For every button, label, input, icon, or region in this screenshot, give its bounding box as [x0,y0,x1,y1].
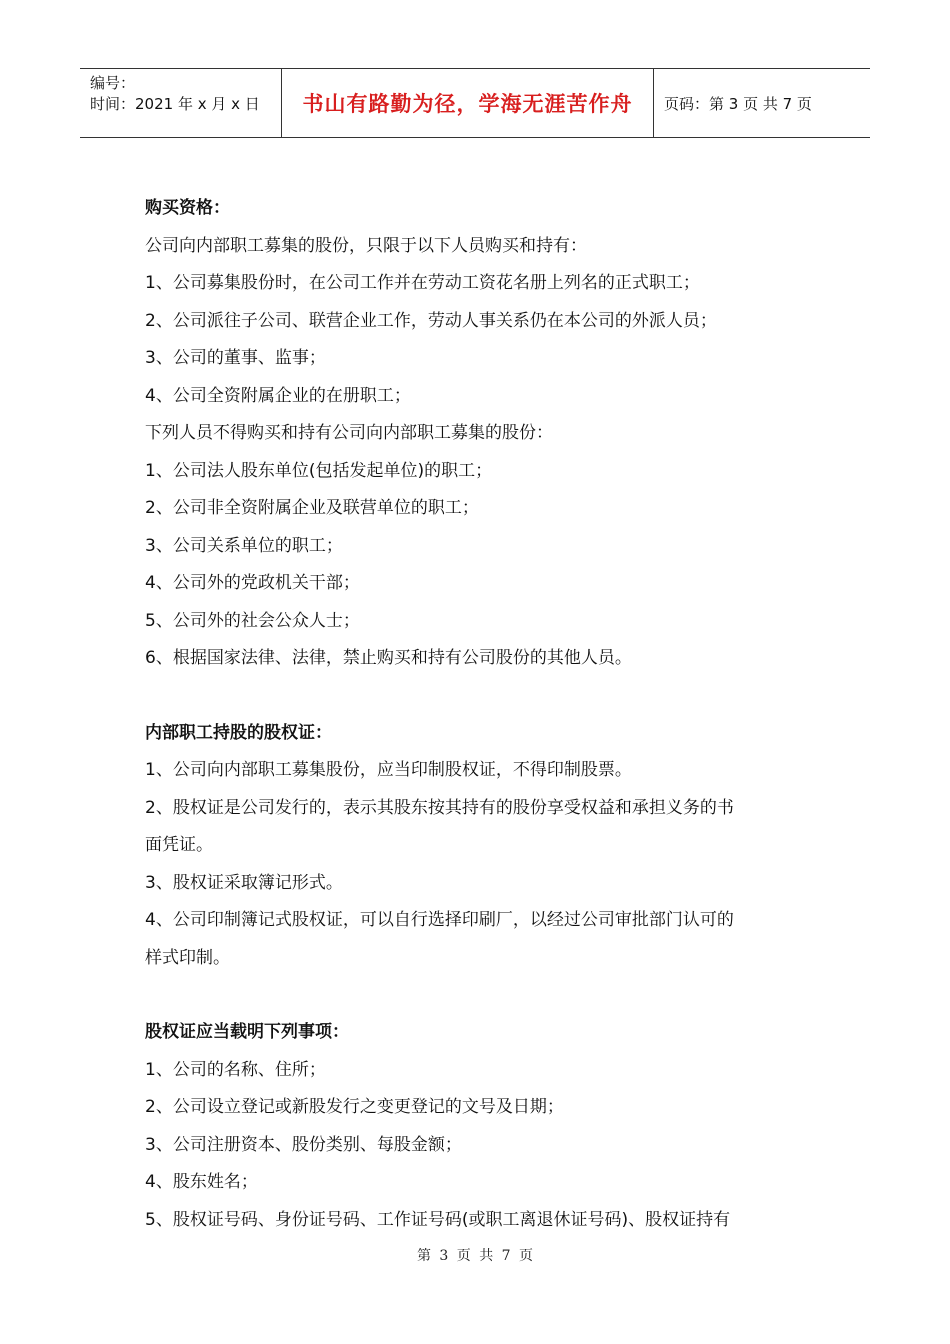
page-header [80,68,870,138]
list-item: 2、公司派往子公司、联营企业工作，劳动人事关系仍在本公司的外派人员； [145,310,717,331]
list-item: 3、公司关系单位的职工； [145,535,343,556]
list-item: 6、根据国家法律、法律，禁止购买和持有公司股份的其他人员。 [145,648,632,668]
list-item-continuation: 样式印制。 [145,947,230,968]
list-item: 4、公司全资附属企业的在册职工； [145,385,411,406]
document-number-label: 编号： [90,74,136,92]
list-item: 4、公司外的党政机关干部； [145,573,360,593]
section-title-certificate-items: 股权证应当载明下列事项： [145,1022,349,1042]
list-item: 5、公司外的社会公众人士； [145,610,360,631]
list-item: 4、公司印制簿记式股权证，可以自行选择印刷厂，以经过公司审批部门认可的 [145,910,734,930]
list-item: 1、公司法人股东单位(包括发起单位)的职工； [145,460,493,481]
list-item-continuation: 面凭证。 [145,835,213,855]
list-item: 2、公司非全资附属企业及联营单位的职工； [145,498,479,518]
list-item: 5、股权证号码、身份证号码、工作证号码(或职工离退休证号码)、股权证持有 [145,1209,731,1230]
section-title-purchase-eligibility: 购买资格： [145,198,230,218]
section-title-share-certificate: 内部职工持股的股权证： [145,722,332,743]
list-item: 4、股东姓名； [145,1172,258,1192]
list-item: 1、公司的名称、住所； [145,1059,326,1080]
list-item: 2、股权证是公司发行的，表示其股东按其持有的股份享受权益和承担义务的书 [145,797,734,818]
paragraph: 下列人员不得购买和持有公司向内部职工募集的股份： [145,423,553,443]
paragraph: 公司向内部职工募集的股份，只限于以下人员购买和持有： [145,235,587,256]
section-spacer [145,977,810,1014]
list-item: 2、公司设立登记或新股发行之变更登记的文号及日期； [145,1097,564,1117]
list-item: 1、公司募集股份时，在公司工作并在劳动工资花名册上列名的正式职工； [145,273,700,293]
section-spacer [145,678,810,715]
page-footer: 第 3 页 共 7 页 [416,1248,534,1264]
list-item: 3、公司注册资本、股份类别、每股金额； [145,1134,462,1155]
header-motto: 书山有路勤为径，学海无涯苦作舟 [302,92,633,116]
header-page-number: 页码：第 3 页 共 7 页 [664,94,812,113]
list-item: 1、公司向内部职工募集股份，应当印制股权证，不得印制股票。 [145,760,632,780]
header-meta [80,69,282,137]
document-date: 时间：2021 年 x 月 x 日 [90,95,260,113]
list-item: 3、股权证采取簿记形式。 [145,872,343,893]
document-body [145,190,810,1239]
list-item: 3、公司的董事、监事； [145,348,326,368]
header-motto-cell [282,69,654,137]
